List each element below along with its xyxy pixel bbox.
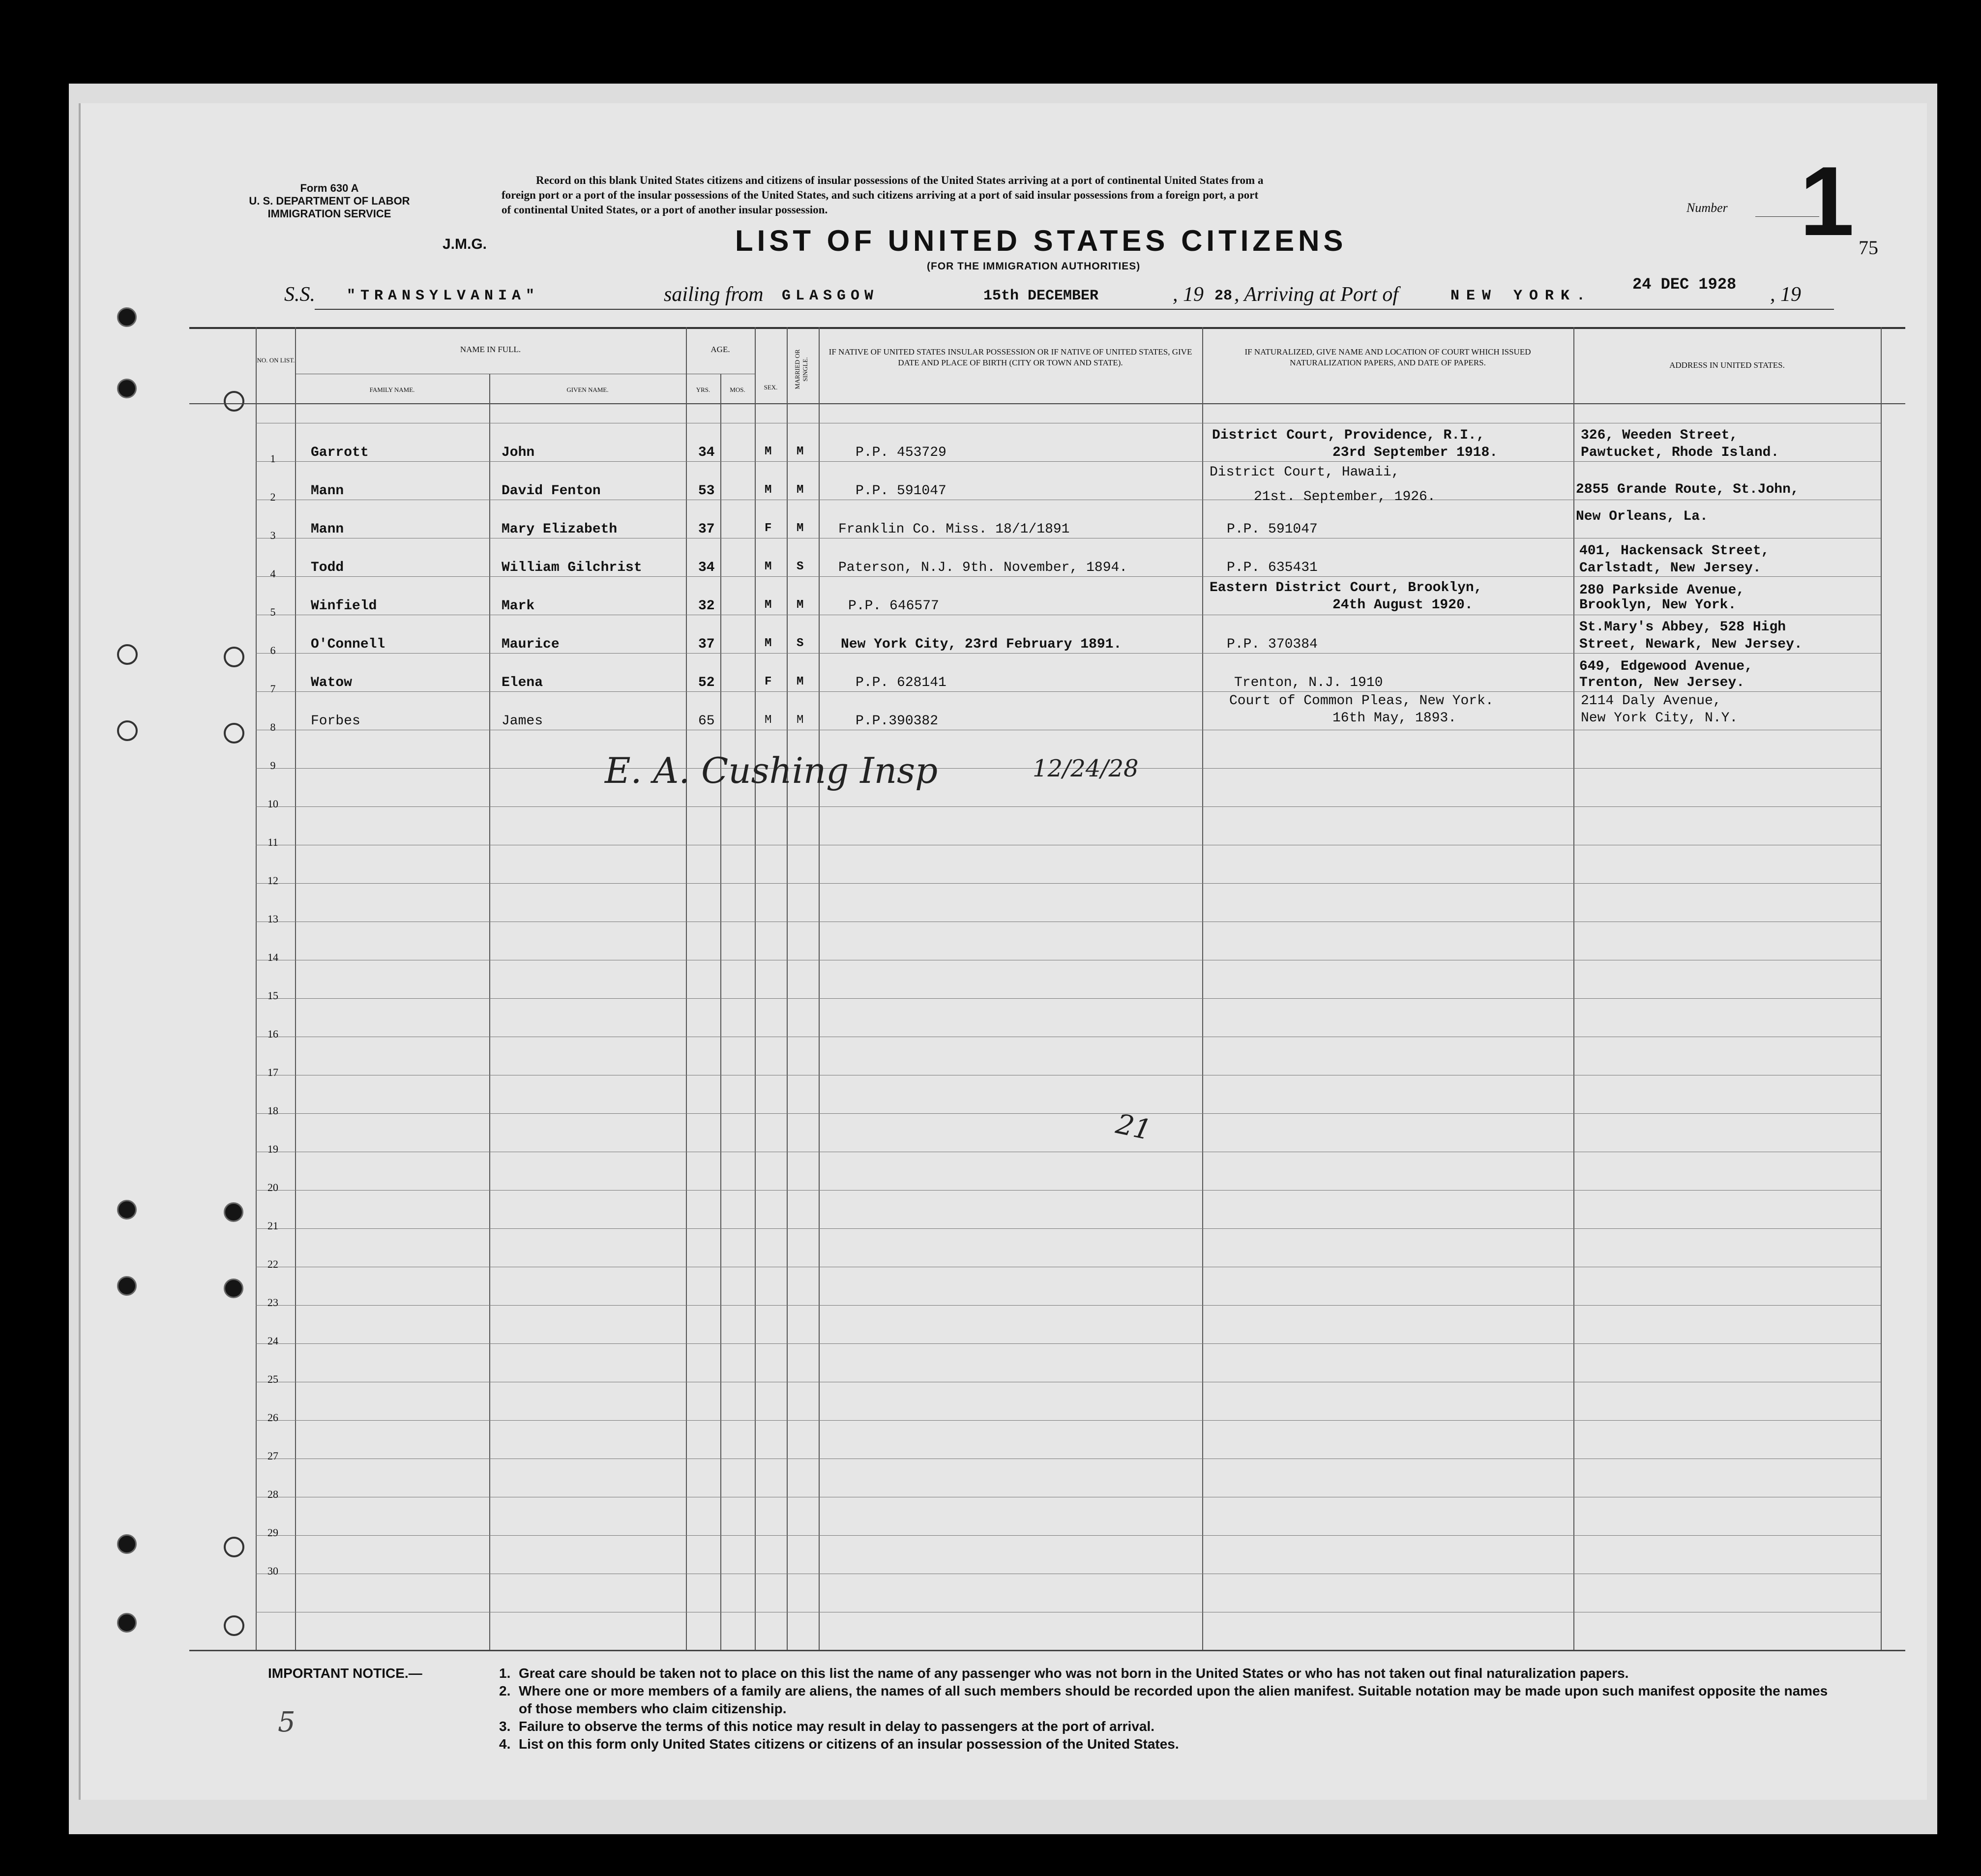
naturalization-court: District Court, Hawaii, xyxy=(1210,465,1400,480)
clerk-initials: J.M.G. xyxy=(443,236,487,252)
naturalization-court: P.P. 370384 xyxy=(1227,637,1318,652)
family-name: Garrott xyxy=(311,445,369,460)
address-line: 326, Weeden Street, xyxy=(1581,428,1738,443)
sex: M xyxy=(765,598,772,612)
birth-info: New York City, 23rd February 1891. xyxy=(841,637,1122,652)
arriving-label: , Arriving at Port of xyxy=(1234,283,1399,306)
age-years: 53 xyxy=(698,483,715,499)
notice-number: 2. xyxy=(499,1683,511,1698)
binder-hole-icon xyxy=(117,1534,137,1554)
row-rule xyxy=(256,1113,1881,1114)
notice-item: Failure to observe the terms of this notice may result in delay to passengers at the port of arrival. xyxy=(519,1719,1155,1734)
birth-info: P.P. 591047 xyxy=(856,483,946,499)
binder-hole-icon xyxy=(117,1276,137,1296)
column-rule xyxy=(1573,327,1574,1650)
ship-name: "TRANSYLVANIA" xyxy=(347,288,540,304)
row-rule xyxy=(256,1343,1881,1344)
marital-status: M xyxy=(797,483,804,497)
row-number: 29 xyxy=(267,1526,278,1539)
notice-item: Where one or more members of a family are aliens, the names of all such members should be recorded upon the alien manifest. Suitable notation may be made upon such manifest opposite the names of those members who claim citizenship. xyxy=(519,1683,1828,1716)
sex: M xyxy=(765,483,772,497)
row-number: 30 xyxy=(267,1565,278,1577)
row-rule xyxy=(256,691,1881,692)
given-name: David Fenton xyxy=(502,483,601,499)
column-rule xyxy=(295,327,296,1650)
family-name: Forbes xyxy=(311,714,360,729)
naturalization-court: Eastern District Court, Brooklyn, xyxy=(1210,580,1482,596)
header-yrs: YRS. xyxy=(696,386,710,393)
family-name: Watow xyxy=(311,675,353,690)
margin-mark: 5 xyxy=(278,1706,296,1738)
age-years: 34 xyxy=(698,445,715,460)
header-family: FAMILY NAME. xyxy=(369,386,415,393)
address-line: Pawtucket, Rhode Island. xyxy=(1581,445,1779,460)
row-number: 3 xyxy=(270,529,276,541)
address-line: Trenton, New Jersey. xyxy=(1579,675,1745,690)
age-years: 34 xyxy=(698,560,715,575)
given-name: James xyxy=(502,714,543,729)
sex: M xyxy=(765,445,772,458)
address-line: New Orleans, La. xyxy=(1576,509,1708,524)
binder-hole-icon xyxy=(117,379,137,398)
binder-hole-icon xyxy=(224,1537,244,1557)
binder-hole-icon xyxy=(224,723,244,744)
notice-number: 4. xyxy=(499,1736,511,1752)
row-number: 23 xyxy=(267,1296,278,1309)
age-years: 37 xyxy=(698,522,715,537)
header-bottom-rule xyxy=(189,403,1905,404)
binder-hole-icon xyxy=(224,1202,243,1222)
family-name: Mann xyxy=(311,522,344,537)
column-rule xyxy=(819,327,820,1650)
row-rule xyxy=(256,653,1881,654)
preamble-line: Record on this blank United States citizens and citizens of insular possessions of the United States arriving at a port of continental United States from a xyxy=(536,174,1264,186)
page-number: 1 xyxy=(1800,147,1855,256)
naturalization-date: 21st. September, 1926. xyxy=(1254,489,1436,505)
age-years: 52 xyxy=(698,675,715,690)
birth-info: P.P.390382 xyxy=(856,714,939,729)
form-number: Form 630 A xyxy=(300,182,359,194)
address-line: 401, Hackensack Street, xyxy=(1579,543,1770,559)
table-top-rule xyxy=(189,327,1905,329)
binder-hole-icon xyxy=(117,1200,137,1220)
address-line: 280 Parkside Avenue, xyxy=(1579,583,1745,598)
family-name: Winfield xyxy=(311,598,377,614)
marital-status: S xyxy=(797,637,804,650)
year-prefix: , 19 xyxy=(1173,283,1204,306)
row-rule xyxy=(256,1535,1881,1536)
handwritten-count: 21 xyxy=(1113,1108,1154,1147)
column-rule xyxy=(1881,327,1882,1650)
age-years: 32 xyxy=(698,598,715,614)
marital-status: M xyxy=(797,598,804,612)
header-mos: MOS. xyxy=(730,386,745,393)
row-rule xyxy=(256,576,1881,577)
address-line: Brooklyn, New York. xyxy=(1579,597,1737,613)
departure-year: 28 xyxy=(1214,288,1233,304)
naturalization-date: 23rd September 1918. xyxy=(1332,445,1498,460)
address-line: New York City, N.Y. xyxy=(1581,711,1738,726)
row-number: 25 xyxy=(267,1373,278,1385)
header-given: GIVEN NAME. xyxy=(566,386,609,393)
naturalization-court: P.P. 591047 xyxy=(1227,522,1318,537)
row-number: 19 xyxy=(267,1143,278,1155)
family-name: Todd xyxy=(311,560,344,575)
row-rule xyxy=(256,1190,1881,1191)
row-number: 18 xyxy=(267,1104,278,1117)
preamble-line: of continental United States, or a port of another insular possession. xyxy=(502,204,828,216)
sex: M xyxy=(765,714,772,727)
row-number: 10 xyxy=(267,798,278,810)
table-bottom-rule xyxy=(189,1650,1905,1651)
service-name: IMMIGRATION SERVICE xyxy=(267,208,391,220)
column-rule xyxy=(755,327,756,1650)
binder-hole-icon xyxy=(224,1279,243,1298)
address-line: Street, Newark, New Jersey. xyxy=(1579,637,1803,652)
row-rule xyxy=(256,461,1881,462)
row-rule xyxy=(256,1228,1881,1229)
naturalization-court: District Court, Providence, R.I., xyxy=(1212,428,1485,443)
marital-status: M xyxy=(797,714,804,727)
binder-hole-icon xyxy=(224,647,244,667)
marital-status: M xyxy=(797,522,804,535)
column-rule xyxy=(686,327,687,1650)
address-line: Carlstadt, New Jersey. xyxy=(1579,561,1761,576)
birth-info: Franklin Co. Miss. 18/1/1891 xyxy=(838,522,1070,537)
row-number: 4 xyxy=(270,567,276,580)
naturalization-date: 16th May, 1893. xyxy=(1332,711,1457,726)
row-number: 14 xyxy=(267,951,278,963)
age-years: 37 xyxy=(698,637,715,652)
naturalization-court: Trenton, N.J. 1910 xyxy=(1234,675,1383,690)
header-birth: IF NATIVE OF UNITED STATES INSULAR POSSESSION OR IF NATIVE OF UNITED STATES, GIVE DATE AND PLACE OF BIRTH (CITY OR TOWN AND STATE). xyxy=(828,347,1192,367)
notice-number: 1. xyxy=(499,1666,511,1681)
row-number: 15 xyxy=(267,989,278,1002)
binder-hole-icon xyxy=(117,1613,137,1633)
row-rule xyxy=(256,998,1881,999)
address-line: 2114 Daly Avenue, xyxy=(1581,693,1721,709)
given-name: John xyxy=(502,445,535,460)
row-number: 27 xyxy=(267,1450,278,1462)
row-number: 2 xyxy=(270,491,276,503)
header-married-single: MARRIED OR SINGLE. xyxy=(794,349,809,389)
sheet-number: 75 xyxy=(1859,237,1878,259)
row-number: 24 xyxy=(267,1335,278,1347)
row-number: 7 xyxy=(270,683,276,695)
form-number-block xyxy=(231,182,428,220)
row-rule xyxy=(256,1305,1881,1306)
notice-number: 3. xyxy=(499,1719,511,1734)
address-line: St.Mary's Abbey, 528 High xyxy=(1579,620,1786,635)
row-number: 16 xyxy=(267,1028,278,1040)
naturalization-court: Court of Common Pleas, New York. xyxy=(1229,693,1494,709)
given-name: Mary Elizabeth xyxy=(502,522,618,537)
port-from: GLASGOW xyxy=(782,288,879,304)
row-number: 28 xyxy=(267,1488,278,1500)
header-address: ADDRESS IN UNITED STATES. xyxy=(1669,360,1785,370)
row-number: 13 xyxy=(267,913,278,925)
address-line: 2855 Grande Route, St.John, xyxy=(1576,482,1799,497)
binder-hole-icon xyxy=(117,644,138,665)
header-sex: SEX. xyxy=(764,384,778,391)
row-rule xyxy=(256,1420,1881,1421)
row-number: 5 xyxy=(270,606,276,618)
binder-hole-icon xyxy=(224,1615,244,1636)
row-number: 21 xyxy=(267,1220,278,1232)
row-rule xyxy=(256,883,1881,884)
birth-info: P.P. 628141 xyxy=(856,675,946,690)
number-label: Number xyxy=(1686,201,1728,215)
row-number: 8 xyxy=(270,721,276,733)
row-number: 17 xyxy=(267,1066,278,1078)
preamble xyxy=(502,173,1642,217)
address-line: 649, Edgewood Avenue, xyxy=(1579,659,1753,674)
binder-hole-icon xyxy=(117,307,137,327)
row-number: 6 xyxy=(270,644,276,656)
port-to: NEW YORK. xyxy=(1450,288,1593,304)
naturalization-date: 24th August 1920. xyxy=(1332,597,1473,613)
marital-status: S xyxy=(797,560,804,573)
notice-item: List on this form only United States citizens or citizens of an insular possession of the United States. xyxy=(519,1736,1179,1752)
header-name: NAME IN FULL. xyxy=(460,345,521,354)
given-name: William Gilchrist xyxy=(502,560,642,575)
preamble-line: foreign port or a port of the insular possessions of the United States, and such citizens arriving at a port of said insular possessions from a foreign port, a port xyxy=(502,189,1259,201)
important-notice xyxy=(268,1665,1841,1753)
row-number: 20 xyxy=(267,1181,278,1193)
naturalization-court: P.P. 635431 xyxy=(1227,560,1318,575)
age-years: 65 xyxy=(698,714,715,729)
arrival-stamp: 24 DEC 1928 xyxy=(1632,275,1737,294)
arrival-year-label: , 19 xyxy=(1770,283,1801,306)
birth-info: Paterson, N.J. 9th. November, 1894. xyxy=(838,560,1128,575)
family-name: O'Connell xyxy=(311,637,385,652)
row-number: 11 xyxy=(267,836,278,848)
departure-date: 15th DECEMBER xyxy=(983,288,1099,304)
sailing-label: sailing from xyxy=(664,283,764,306)
row-number: 1 xyxy=(270,452,276,465)
ss-label: S.S. xyxy=(284,283,315,306)
notice-label: IMPORTANT NOTICE.— xyxy=(268,1666,422,1681)
column-rule xyxy=(787,327,788,1650)
header-no: NO. ON LIST. xyxy=(257,357,295,364)
binder-hole-icon xyxy=(117,720,138,741)
marital-status: M xyxy=(797,675,804,688)
signature-date: 12/24/28 xyxy=(1033,755,1139,782)
sex: F xyxy=(765,522,772,535)
sex: M xyxy=(765,560,772,573)
row-number: 22 xyxy=(267,1258,278,1270)
inspector-signature: E. A. Cushing Insp xyxy=(605,750,938,791)
notice-item: Great care should be taken not to place on this list the name of any passenger who was not born in the United States or who has not taken out final naturalization papers. xyxy=(519,1666,1629,1681)
header-naturalized: IF NATURALIZED, GIVE NAME AND LOCATION OF COURT WHICH ISSUED NATURALIZATION PAPERS, AND DATE OF PAPERS. xyxy=(1244,347,1531,367)
given-name: Elena xyxy=(502,675,543,690)
binder-hole-icon xyxy=(224,391,244,412)
sex: F xyxy=(765,675,772,688)
row-number: 12 xyxy=(267,874,278,887)
page-title: LIST OF UNITED STATES CITIZENS xyxy=(735,224,1347,257)
given-name: Mark xyxy=(502,598,535,614)
page-subtitle: (FOR THE IMMIGRATION AUTHORITIES) xyxy=(927,261,1141,272)
header-age: AGE. xyxy=(710,345,730,354)
birth-info: P.P. 453729 xyxy=(856,445,946,460)
column-rule xyxy=(1202,327,1203,1650)
given-name: Maurice xyxy=(502,637,560,652)
voyage-underline xyxy=(315,309,1834,310)
department-name: U. S. DEPARTMENT OF LABOR xyxy=(249,195,410,207)
row-number: 26 xyxy=(267,1411,278,1424)
sex: M xyxy=(765,637,772,650)
birth-info: P.P. 646577 xyxy=(848,598,939,614)
family-name: Mann xyxy=(311,483,344,499)
marital-status: M xyxy=(797,445,804,458)
row-rule xyxy=(256,806,1881,807)
row-number: 9 xyxy=(270,759,276,772)
